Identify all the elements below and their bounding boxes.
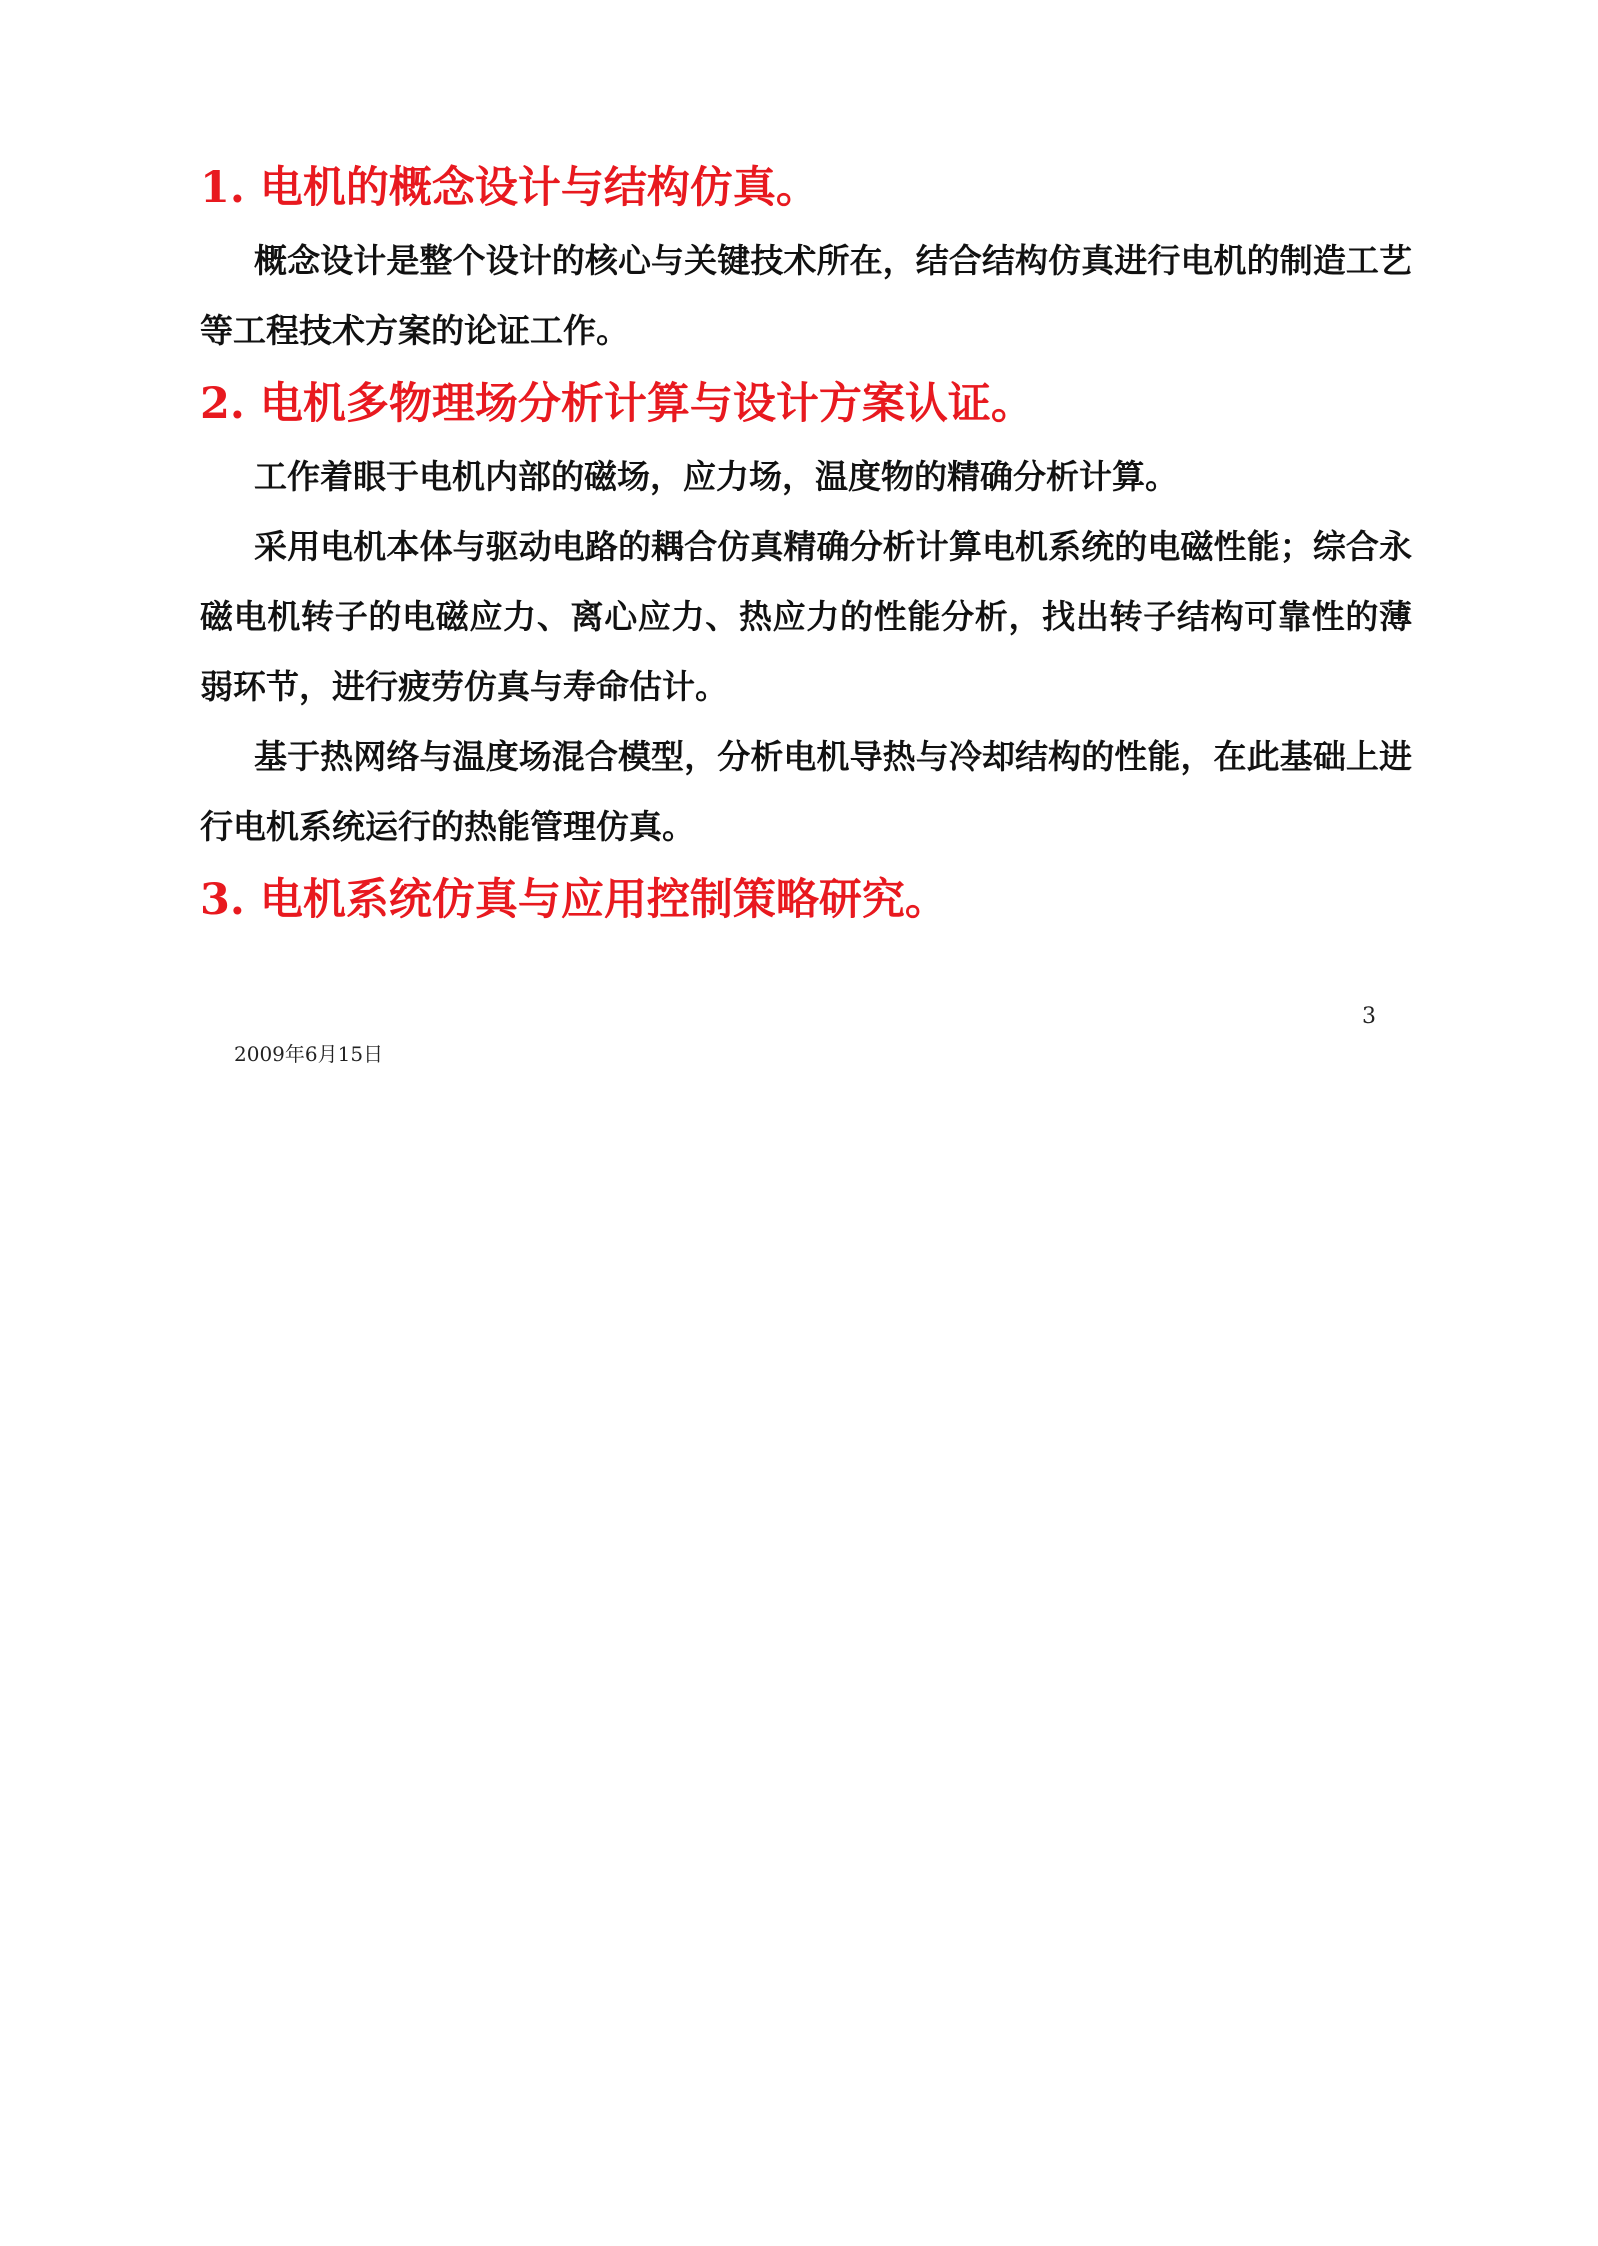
section-2-paragraph-2: 采用电机本体与驱动电路的耦合仿真精确分析计算电机系统的电磁性能；综合永磁电机转子的电磁应力、离心应力、热应力的性能分析，找出转子结构可靠性的薄弱环节，进行疲劳仿真与寿命估计。	[200, 527, 1412, 706]
footer-date: 2009年6月15日	[234, 1042, 384, 1066]
section-1-heading: 1. 电机的概念设计与结构仿真。	[200, 163, 819, 213]
section-2-paragraph-3: 基于热网络与温度场混合模型，分析电机导热与冷却结构的性能，在此基础上进行电机系统运行的热能管理仿真。	[200, 737, 1412, 846]
section-2-heading: 2. 电机多物理场分析计算与设计方案认证。	[200, 379, 1034, 429]
page-number: 3	[1362, 1004, 1376, 1029]
section-1-paragraph-1: 概念设计是整个设计的核心与关键技术所在，结合结构仿真进行电机的制造工艺等工程技术方案的论证工作。	[200, 241, 1412, 350]
section-2-paragraph-1: 工作着眼于电机内部的磁场，应力场，温度物的精确分析计算。	[254, 457, 1178, 496]
page-content	[200, 150, 1412, 938]
section-3-heading: 3. 电机系统仿真与应用控制策略研究。	[200, 875, 948, 925]
